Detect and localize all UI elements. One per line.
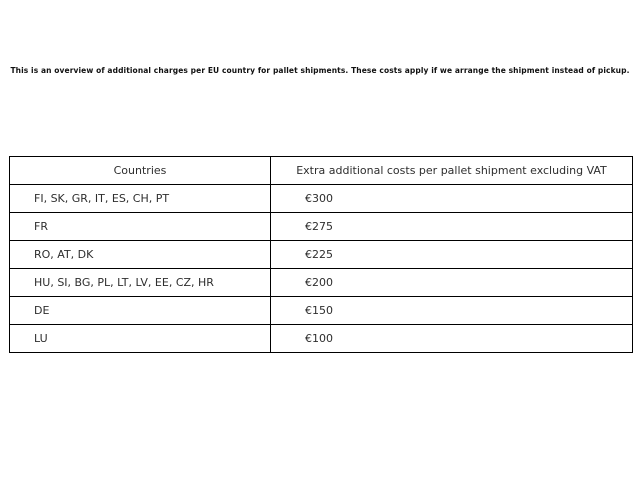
table-header-countries: Countries: [10, 157, 271, 185]
intro-note: This is an overview of additional charges per EU country for pallet shipments. These costs apply if we arrange the shipment instead of pickup.: [10, 66, 630, 75]
countries-cell: FI, SK, GR, IT, ES, CH, PT: [10, 185, 271, 213]
table-row: [10, 297, 633, 325]
table-row: [10, 325, 633, 353]
cost-cell: €150: [271, 297, 633, 325]
table-header-costs: Extra additional costs per pallet shipment excluding VAT: [271, 157, 633, 185]
cost-cell: €275: [271, 213, 633, 241]
countries-cell: HU, SI, BG, PL, LT, LV, EE, CZ, HR: [10, 269, 271, 297]
cost-cell: €300: [271, 185, 633, 213]
countries-cell: LU: [10, 325, 271, 353]
countries-cell: FR: [10, 213, 271, 241]
cost-cell: €200: [271, 269, 633, 297]
table-row: [10, 185, 633, 213]
countries-cell: DE: [10, 297, 271, 325]
table-row: [10, 241, 633, 269]
charges-table: [9, 156, 633, 353]
table-row: [10, 213, 633, 241]
table-row: [10, 269, 633, 297]
cost-cell: €225: [271, 241, 633, 269]
countries-cell: RO, AT, DK: [10, 241, 271, 269]
table-header-row: [10, 157, 633, 185]
cost-cell: €100: [271, 325, 633, 353]
